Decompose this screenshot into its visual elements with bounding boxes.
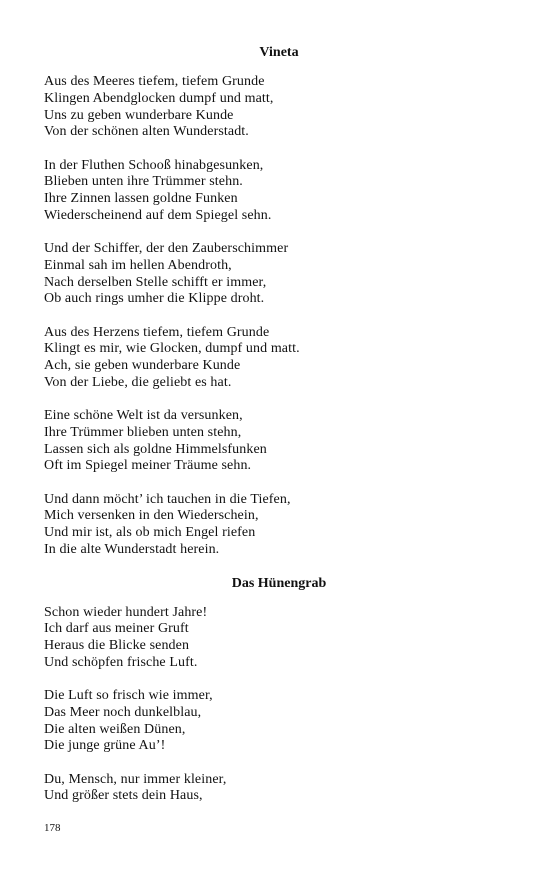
- verse-line: Ihre Zinnen lassen goldne Funken: [44, 191, 238, 206]
- verse-line: Und schöpfen frische Luft.: [44, 654, 198, 670]
- verse-line: Ich darf aus meiner Gruft: [44, 621, 189, 637]
- verse-line: Ob auch rings umher die Klippe droht.: [44, 291, 265, 307]
- verse-line: Und größer stets dein Haus,: [44, 788, 203, 804]
- stanza: [44, 158, 514, 225]
- verse-line: Lassen sich als goldne Himmelsfunken: [44, 441, 267, 457]
- verse-line: Du, Mensch, nur immer kleiner,: [44, 771, 227, 787]
- verse-line: Uns zu geben wunderbare Kunde: [44, 107, 234, 123]
- verse-line: Eine schöne Welt ist da versunken,: [44, 408, 243, 423]
- verse-line: Heraus die Blicke senden: [44, 638, 190, 653]
- stanza: [44, 688, 514, 755]
- page-number: 178: [44, 822, 61, 834]
- verse-line: Wiederscheinend auf dem Spiegel sehn.: [44, 207, 272, 223]
- verse-line: Das Meer noch dunkelblau,: [44, 704, 202, 720]
- page-body: [44, 44, 514, 805]
- poem-vineta: [44, 44, 514, 559]
- stanza: [44, 325, 514, 392]
- verse-line: Aus des Herzens tiefem, tiefem Grunde: [44, 324, 270, 340]
- poem-title: Das Hünengrab: [231, 575, 327, 591]
- stanza: [44, 492, 514, 559]
- verse-line: Oft im Spiegel meiner Träume sehn.: [44, 458, 252, 474]
- verse-line: Die alten weißen Dünen,: [44, 721, 186, 737]
- verse-line: Nach derselben Stelle schifft er immer,: [44, 274, 267, 290]
- verse-line: Aus des Meeres tiefem, tiefem Grunde: [44, 74, 265, 89]
- poem-huenengrab: [44, 575, 514, 806]
- verse-line: Von der Liebe, die geliebt es hat.: [44, 374, 232, 390]
- verse-line: Von der schönen alten Wunderstadt.: [44, 124, 249, 140]
- verse-line: Klingen Abendglocken dumpf und matt,: [44, 90, 274, 106]
- stanza: [44, 408, 514, 475]
- verse-line: Ihre Trümmer blieben unten stehn,: [44, 424, 242, 440]
- verse-line: Und dann möcht’ ich tauchen in die Tiefen,: [44, 491, 291, 507]
- poem-title: Vineta: [259, 45, 299, 60]
- stanza: [44, 241, 514, 308]
- verse-line: Blieben unten ihre Trümmer stehn.: [44, 174, 243, 190]
- verse-line: Die junge grüne Au’!: [44, 738, 166, 754]
- verse-line: In die alte Wunderstadt herein.: [44, 541, 220, 557]
- verse-line: Mich versenken in den Wiederschein,: [44, 508, 259, 524]
- verse-line: Und mir ist, als ob mich Engel riefen: [44, 525, 256, 540]
- verse-line: In der Fluthen Schooß hinabgesunken,: [44, 157, 264, 173]
- stanza: [44, 605, 514, 672]
- verse-line: Schon wieder hundert Jahre!: [44, 604, 208, 620]
- verse-line: Klingt es mir, wie Glocken, dumpf und matt.: [44, 341, 300, 357]
- stanza: [44, 772, 514, 806]
- verse-line: Ach, sie geben wunderbare Kunde: [44, 358, 241, 373]
- verse-line: Die Luft so frisch wie immer,: [44, 688, 213, 703]
- verse-line: Einmal sah im hellen Abendroth,: [44, 257, 232, 273]
- verse-line: Und der Schiffer, der den Zauberschimmer: [44, 241, 289, 256]
- stanza: [44, 74, 514, 141]
